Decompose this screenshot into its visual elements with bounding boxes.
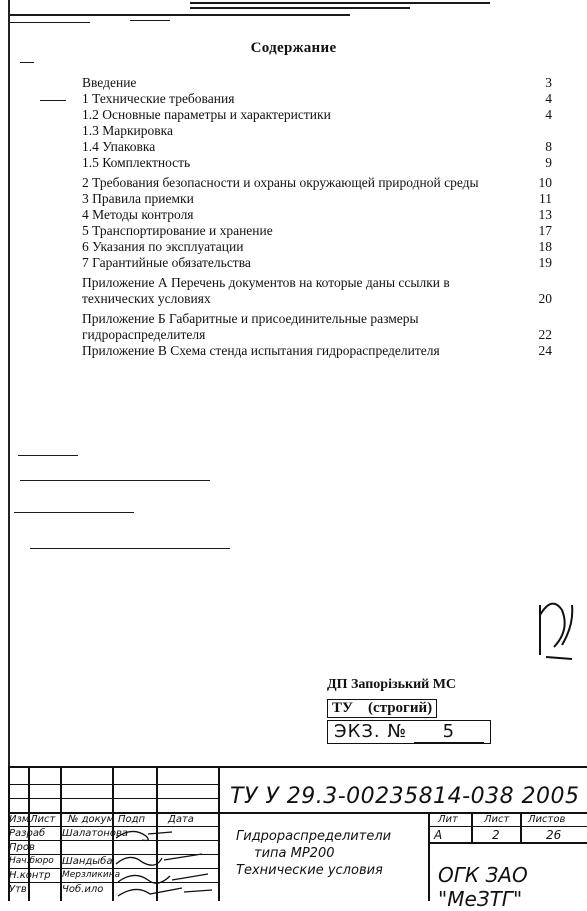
col-list: Лист: [30, 814, 56, 825]
handwritten-mark: [532, 585, 578, 665]
name-razrab: Шалатонова: [62, 828, 128, 839]
toc-entry-title: Введение: [82, 75, 137, 90]
scan-mark: [20, 62, 34, 63]
toc-entry: [82, 175, 552, 191]
toc-entry: [82, 255, 552, 271]
toc-entry-title: 7 Гарантийные обязательства: [82, 255, 251, 270]
toc-entry-title: Приложение Б Габаритные и присоединительные размеры гидрораспределителя: [82, 311, 419, 342]
toc-entry-page: 4: [545, 91, 552, 106]
name-utv: Чоб.ило: [62, 884, 104, 895]
toc-entry-title: 5 Транспортирование и хранение: [82, 223, 273, 238]
name-nkontr: Мерзликина: [62, 870, 121, 880]
table-of-contents: [82, 75, 552, 359]
scan-artifact-top: [10, 0, 587, 32]
toc-entry-title: 2 Требования безопасности и охраны окружающей природной среды: [82, 175, 479, 190]
toc-entry-page: 11: [539, 191, 552, 206]
stamp-org: ДП Запорізький МС: [327, 677, 457, 692]
toc-entry-page: 18: [538, 239, 552, 254]
scan-mark: [18, 455, 78, 456]
document-name-line3: Технические условия: [236, 863, 383, 878]
row-razrab: Разраб: [9, 828, 46, 839]
toc-entry-page: 8: [545, 139, 552, 154]
lit-value: А: [434, 828, 443, 842]
stamp-copy-number: 5: [414, 721, 484, 743]
list-value: 2: [492, 828, 500, 842]
toc-entry-page: 20: [538, 291, 552, 306]
toc-entry: [82, 311, 552, 343]
stamp-copy-no-label: №: [387, 721, 408, 742]
scan-mark: [30, 548, 230, 549]
registration-stamp: [327, 677, 557, 744]
toc-entry: [82, 207, 552, 223]
toc-entry: [82, 239, 552, 255]
row-prov: Пров: [9, 842, 35, 853]
col-podp: Подп: [118, 814, 146, 825]
toc-entry-page: 3: [545, 75, 552, 90]
toc-entry-page: 13: [538, 207, 552, 222]
signatures: [112, 824, 218, 898]
toc-entry: [82, 343, 552, 359]
toc-entry-title: 1.3 Маркировка: [82, 123, 173, 138]
toc-entry-page: 24: [538, 343, 552, 358]
col-data: Дата: [168, 814, 194, 825]
scan-mark: [20, 480, 210, 481]
toc-title: Содержание: [250, 40, 337, 56]
scan-mark: [14, 512, 134, 513]
document-name-line2: типа МР200: [254, 846, 335, 861]
frame-left-border: [8, 0, 10, 899]
toc-entry: [82, 191, 552, 207]
toc-entry-page: 9: [545, 155, 552, 170]
stamp-copy-label: ЭКЗ.: [334, 721, 381, 742]
toc-entry-page: 17: [538, 223, 552, 238]
toc-entry: [82, 139, 552, 155]
toc-entry-page: 10: [538, 175, 552, 190]
toc-entry: [82, 107, 552, 123]
toc-entry-title: 1.4 Упаковка: [82, 139, 156, 154]
toc-entry-page: 19: [538, 255, 552, 270]
name-nach: Шандыба: [62, 856, 113, 867]
toc-entry: [82, 75, 552, 91]
toc-entry: [82, 275, 552, 307]
row-nkontr: Н.контр: [9, 870, 51, 881]
row-nach: Нач.бюро: [9, 856, 54, 866]
toc-entry-title: Приложение А Перечень документов на которые даны ссылки в технических условиях: [82, 275, 450, 306]
toc-entry-title: 6 Указания по эксплуатации: [82, 239, 244, 254]
toc-entry-title: 1.5 Комплектность: [82, 155, 191, 170]
toc-entry-title: Приложение В Схема стенда испытания гидрораспределителя: [82, 343, 440, 358]
toc-entry-title: 3 Правила приемки: [82, 191, 194, 206]
document-name: [236, 828, 391, 879]
stamp-type: [327, 699, 437, 718]
listov-value: 26: [546, 828, 562, 842]
document-code: ТУ У 29.3-00235814-038 2005: [230, 784, 580, 809]
toc-entry: [82, 155, 552, 171]
col-izm: Изм: [9, 814, 30, 825]
toc-entry-title: 1 Технические требования: [82, 91, 235, 106]
stamp-type-note: (строгий): [368, 700, 433, 716]
col-doc: № докум: [68, 814, 115, 825]
stamp-copy: [327, 720, 491, 744]
hdr-lit: Лит: [438, 814, 458, 825]
toc-entry-title: 1.2 Основные параметры и характеристики: [82, 107, 331, 122]
scan-mark: [40, 100, 66, 101]
document-name-line1: Гидрораспределители: [236, 829, 392, 844]
toc-entry-page: 4: [545, 107, 552, 122]
toc-entry: [82, 91, 552, 107]
toc-entry-title: 4 Методы контроля: [82, 207, 194, 222]
hdr-list: Лист: [484, 814, 510, 825]
row-utv: Утв: [9, 884, 27, 895]
toc-entry-page: 22: [538, 327, 552, 342]
toc-entry: [82, 123, 552, 139]
organization: ОГК ЗАО "МеЗТГ": [438, 863, 528, 911]
stamp-type-label: ТУ: [332, 700, 354, 716]
title-block: [8, 766, 587, 911]
hdr-listov: Листов: [528, 814, 566, 825]
toc-entry: [82, 223, 552, 239]
